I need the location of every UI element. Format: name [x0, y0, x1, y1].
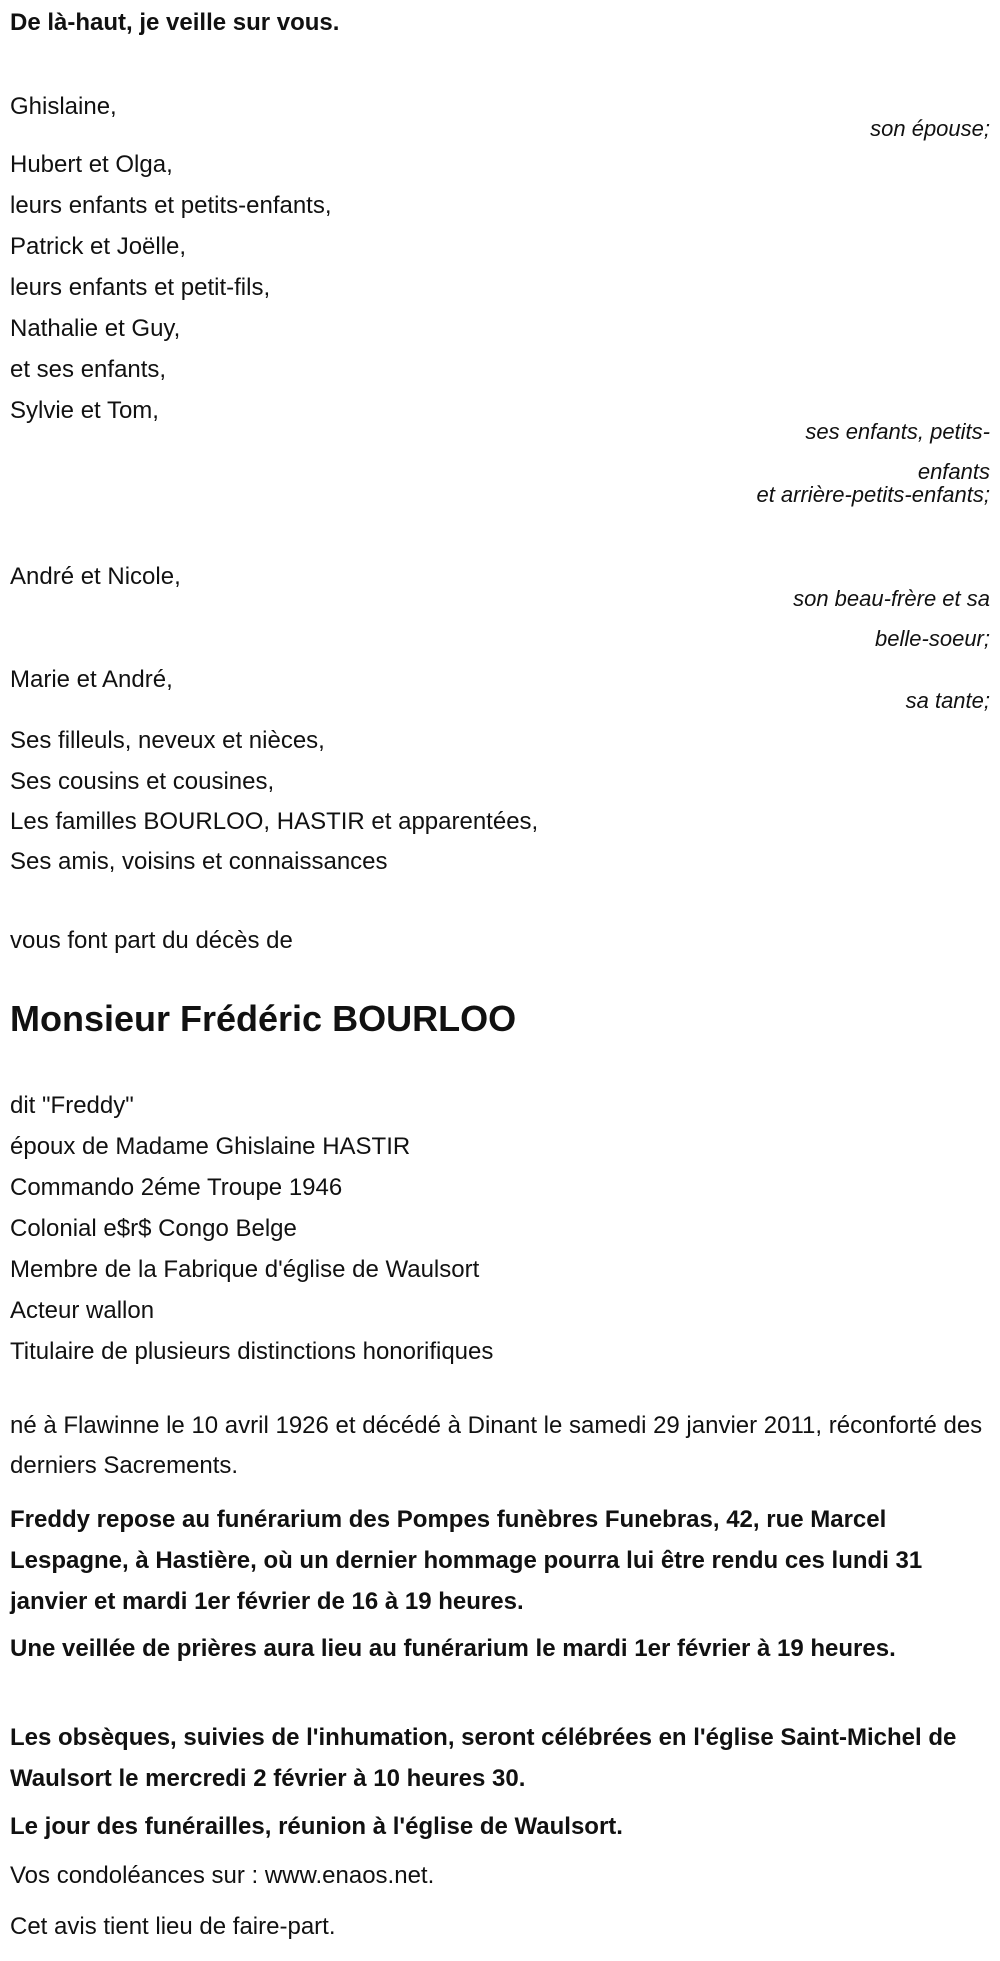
funeral-info: Le jour des funérailles, réunion à l'église de Waulsort.	[10, 1813, 623, 1840]
relatives-line: Ses amis, voisins et connaissances	[10, 848, 388, 875]
condolences-text: Vos condoléances sur : www.enaos.net.	[10, 1862, 435, 1889]
detail-line: Acteur wallon	[10, 1297, 155, 1324]
announcement: vous font part du décès de	[10, 927, 293, 954]
family-line: Nathalie et Guy,	[10, 315, 181, 342]
detail-line: Membre de la Fabrique d'église de Waulsort	[10, 1256, 480, 1283]
family-role: ses enfants, petits-enfants	[805, 419, 990, 484]
funeral-info: Une veillée de prières aura lieu au funérarium le mardi 1er février à 19 heures.	[10, 1635, 896, 1662]
family-line: Sylvie et Tom,	[10, 397, 159, 424]
family-line: André et Nicole,	[10, 563, 181, 590]
family-role: et arrière-petits-enfants;	[756, 482, 990, 507]
detail-line: dit "Freddy"	[10, 1092, 134, 1119]
deceased-name: Monsieur Frédéric BOURLOO	[10, 998, 517, 1039]
detail-line: Colonial e$r$ Congo Belge	[10, 1215, 297, 1242]
family-role: son épouse;	[870, 116, 990, 141]
family-line: Patrick et Joëlle,	[10, 233, 187, 260]
family-line: et ses enfants,	[10, 356, 167, 383]
detail-line: époux de Madame Ghislaine HASTIR	[10, 1133, 411, 1160]
family-line: leurs enfants et petit-fils,	[10, 274, 271, 301]
family-line: Ghislaine,	[10, 93, 117, 120]
epigraph: De là-haut, je veille sur vous.	[10, 9, 340, 36]
funeral-info: Freddy repose au funérarium des Pompes funèbres Funebras, 42, rue Marcel Lespagne, à Hastière, où un dernier hommage pourra lui être rendu ces lundi 31 janvier et mardi 1er février de 16 à 19 heures.	[10, 1506, 923, 1615]
family-line: Hubert et Olga,	[10, 151, 173, 178]
birth-death-text: né à Flawinne le 10 avril 1926 et décédé à Dinant le samedi 29 janvier 2011, réconforté des derniers Sacrements.	[10, 1412, 983, 1479]
detail-line: Titulaire de plusieurs distinctions honorifiques	[10, 1338, 494, 1365]
relatives-line: Les familles BOURLOO, HASTIR et apparentées,	[10, 808, 539, 835]
family-role: son beau-frère et sa belle-soeur;	[793, 586, 990, 651]
family-line: leurs enfants et petits-enfants,	[10, 192, 332, 219]
relatives-line: Ses cousins et cousines,	[10, 768, 275, 795]
funeral-info: Les obsèques, suivies de l'inhumation, seront célébrées en l'église Saint-Michel de Waulsort le mercredi 2 février à 10 heures 30.	[10, 1724, 957, 1792]
notice-text: Cet avis tient lieu de faire-part.	[10, 1913, 336, 1940]
relatives-line: Ses filleuls, neveux et nièces,	[10, 727, 325, 754]
family-role: sa tante;	[905, 688, 990, 713]
family-line: Marie et André,	[10, 666, 173, 693]
detail-line: Commando 2éme Troupe 1946	[10, 1174, 343, 1201]
